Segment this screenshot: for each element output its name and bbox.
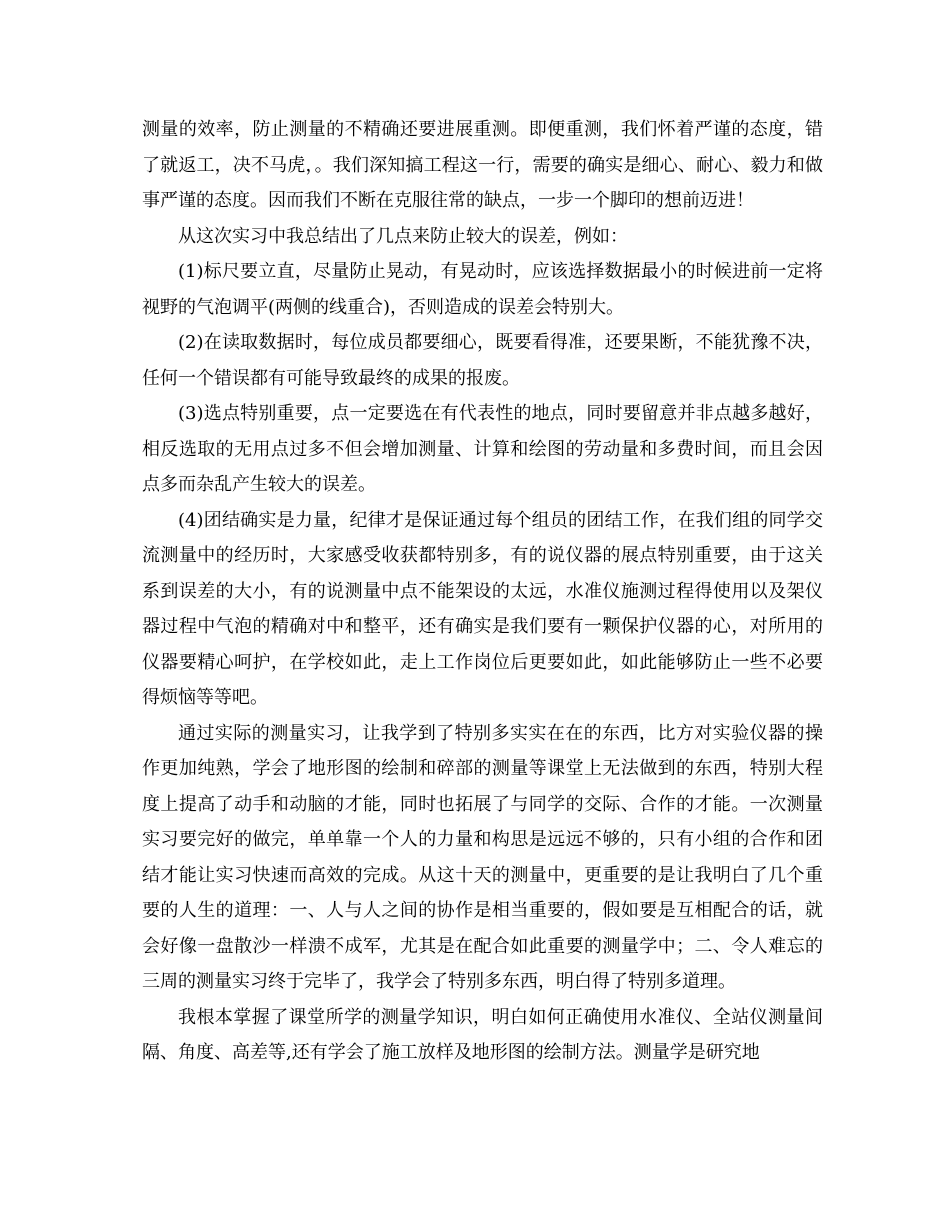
paragraph-point-2: (2)在读取数据时，每位成员都要细心，既要看得准，还要果断，不能犹豫不决，任何一个错误都有可能导致最终的成果的报废。 [142,332,823,389]
paragraph-reflection: 通过实际的测量实习，让我学到了特别多实实在在的东西，比方对实验仪器的操作更加纯熟，学会了地形图的绘制和碎部的测量等课堂上无法做到的东西，特别大程度上提高了动手和动脑的才能，同时也拓展了与同学的交际、合作的才能。一次测量实习要完好的做完，单单靠一个人的力量和构思是远远不够的，只有小组的合作和团结才能让实习快速而高效的完成。从这十天的测量中，更重要的是让我明白了几个重要的人生的道理：一、人与人之间的协作是相当重要的，假如要是互相配合的话，就会好像一盘散沙一样溃不成军，尤其是在配合如此重要的测量学中；二、令人难忘的三周的测量实习终于完毕了，我学会了特别多东西，明白得了特别多道理。 [142,722,823,992]
paragraph-continued: 测量的效率，防止测量的不精确还要进展重测。即便重测，我们怀着严谨的态度，错了就返工，决不马虎，。我们深知搞工程这一行，需要的确实是细心、耐心、毅力和做事严谨的态度。因而我们不断在克服往常的缺点，一步一个脚印的想前迈进！ [142,119,823,211]
paragraph-point-1: (1)标尺要立直，尽量防止晃动，有晃动时，应该选择数据最小的时候进前一定将视野的气泡调平(两侧的线重合)，否则造成的误差会特别大。 [142,261,823,318]
document-page [142,112,823,1071]
paragraph-point-3: (3)选点特别重要，点一定要选在有代表性的地点，同时要留意并非点越多越好，相反选取的无用点过多不但会增加测量、计算和绘图的劳动量和多费时间，而且会因点多而杂乱产生较大的误差。 [142,403,823,495]
paragraph-point-4: (4)团结确实是力量，纪律才是保证通过每个组员的团结工作，在我们组的同学交流测量中的经历时，大家感受收获都特别多，有的说仪器的展点特别重要，由于这关系到误差的大小，有的说测量中点不能架设的太远，水准仪施测过程得使用以及架仪器过程中气泡的精确对中和整平，还有确实是我们要有一颗保护仪器的心，对所用的仪器要精心呵护，在学校如此，走上工作岗位后更要如此，如此能够防止一些不必要得烦恼等等吧。 [142,509,823,708]
paragraph-summary-intro: 从这次实习中我总结出了几点来防止较大的误差，例如： [178,225,628,247]
paragraph-knowledge: 我根本掌握了课堂所学的测量学知识，明白如何正确使用水准仪、全站仪测量间隔、角度、高差等,还有学会了施工放样及地形图的绘制方法。测量学是研究地 [142,1006,823,1063]
